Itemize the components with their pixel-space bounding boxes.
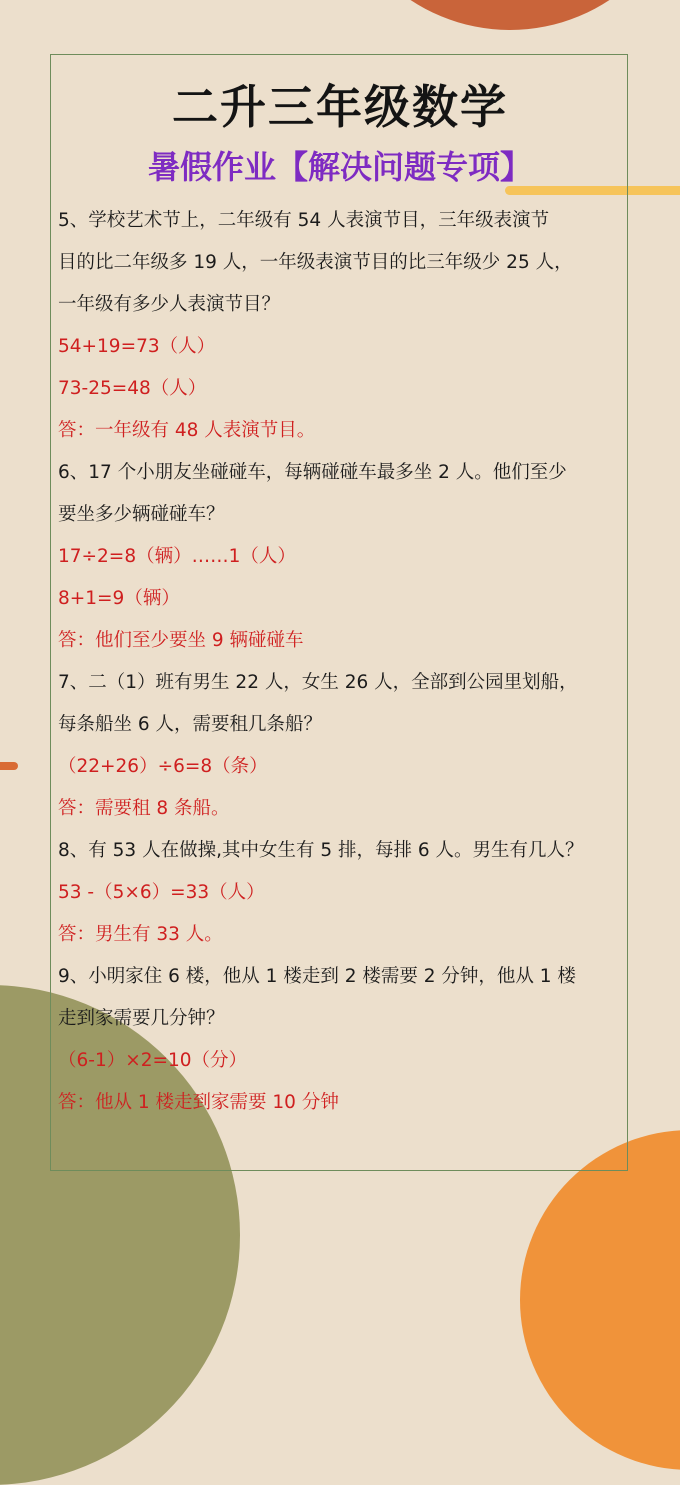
problem-block <box>58 662 624 830</box>
page-title: 二升三年级数学 <box>172 80 508 134</box>
answer-line: 答：需要租 8 条船。 <box>58 798 230 819</box>
problem-block <box>58 956 624 1124</box>
solution-line: 17÷2=8（辆）……1（人） <box>58 546 296 567</box>
solution-line: （22+26）÷6=8（条） <box>58 756 268 777</box>
decor-tick <box>0 762 18 770</box>
question-line: 一年级有多少人表演节目？ <box>58 294 281 315</box>
solution-line: 73-25=48（人） <box>58 378 207 399</box>
decor-circle-top <box>330 0 680 30</box>
question-line: 8、有 53 人在做操,其中女生有 5 排，每排 6 人。男生有几人？ <box>58 840 584 861</box>
question-line: 9、小明家住 6 楼，他从 1 楼走到 2 楼需要 2 分钟，他从 1 楼 <box>58 966 576 987</box>
question-line: 每条船坐 6 人，需要租几条船？ <box>58 714 323 735</box>
solution-line: 54+19=73（人） <box>58 336 216 357</box>
answer-line: 答：他从 1 楼走到家需要 10 分钟 <box>58 1092 339 1113</box>
answer-line: 答：男生有 33 人。 <box>58 924 223 945</box>
page-subtitle: 暑假作业【解决问题专项】 <box>147 148 532 186</box>
decor-circle-bottom-right <box>520 1130 680 1470</box>
solution-line: （6-1）×2=10（分） <box>58 1050 248 1071</box>
question-line: 要坐多少辆碰碰车？ <box>58 504 225 525</box>
problem-block <box>58 830 624 956</box>
problem-block <box>58 200 624 452</box>
answer-line: 答：他们至少要坐 9 辆碰碰车 <box>58 630 304 651</box>
question-line: 走到家需要几分钟？ <box>58 1008 225 1029</box>
answer-line: 答：一年级有 48 人表演节目。 <box>58 420 316 441</box>
question-line: 5、学校艺术节上，二年级有 54 人表演节目，三年级表演节 <box>58 210 550 231</box>
solution-line: 53 -（5×6）=33（人） <box>58 882 265 903</box>
solution-line: 8+1=9（辆） <box>58 588 180 609</box>
question-line: 6、17 个小朋友坐碰碰车，每辆碰碰车最多坐 2 人。他们至少 <box>58 462 567 483</box>
question-line: 7、二（1）班有男生 22 人，女生 26 人，全部到公园里划船， <box>58 672 578 693</box>
problem-list <box>58 200 624 1124</box>
question-line: 目的比二年级多 19 人，一年级表演节目的比三年级少 25 人， <box>58 252 573 273</box>
problem-block <box>58 452 624 662</box>
